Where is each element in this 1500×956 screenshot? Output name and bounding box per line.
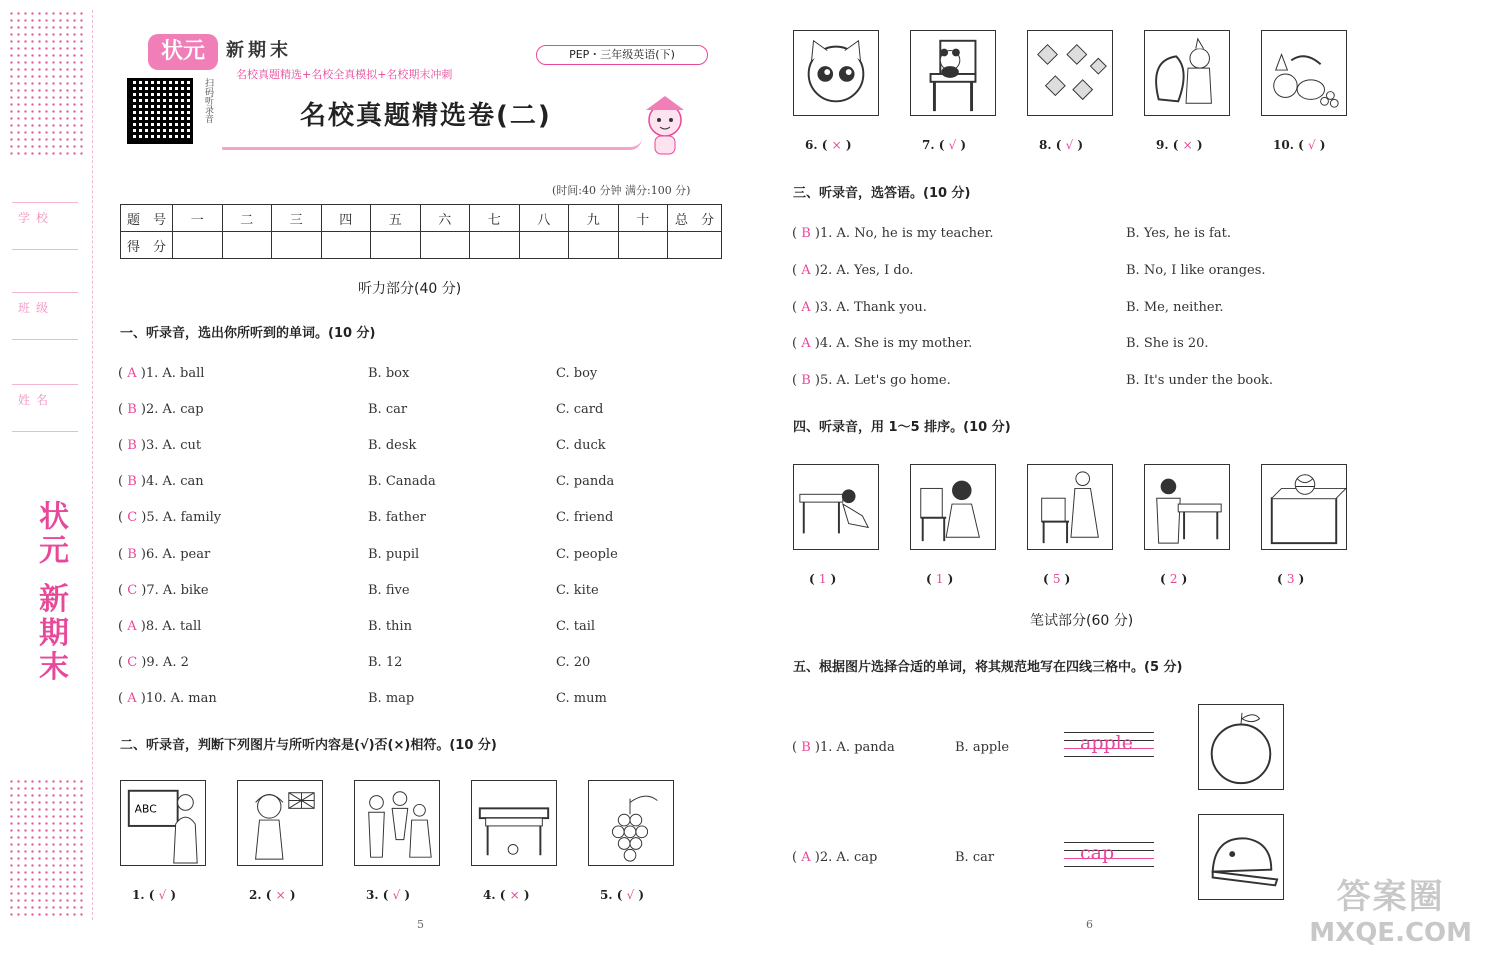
four-line-grid[interactable] [1064,842,1154,866]
judge-number: 4. [483,888,496,902]
response-row: ( B )1. A. No, he is my teacher. [792,226,994,241]
answer-mark: A [801,299,811,315]
boy-under-desk-icon [793,464,879,550]
answer-mark: A [801,850,811,865]
icon-stroke [1038,45,1106,100]
option-a: 2. A. cap [146,402,204,418]
score-input[interactable] [519,232,569,259]
icon-stroke [842,489,856,503]
judge-number: 9. [1156,138,1169,152]
option-b: B. five [368,582,410,598]
icon-stroke [1326,92,1334,100]
icon-stroke [1229,851,1235,857]
option-a: 8. A. tall [145,618,202,634]
icon-stroke [1161,479,1177,495]
option-a: 1. A. ball [145,366,205,381]
icon-stroke [630,838,642,850]
icon-stroke [486,818,543,826]
judge-answer[interactable]: 3. ( √ ) [366,888,411,902]
page-number-left: 5 [417,918,424,931]
judge-mark: √ [948,138,957,152]
edition-badge: PEP・三年级英语(下) [536,45,708,65]
icon-stroke [1042,522,1069,543]
teacher-abc-icon-graphic [121,781,205,865]
option-b: B. car [955,850,995,865]
question-row: ( B )2. A. cap [118,402,204,418]
icon-stroke [636,826,648,838]
icon-stroke [1156,56,1184,101]
option-a: 7. A. bike [146,582,209,598]
woman-chair-icon-graphic [1028,465,1112,549]
grapes-icon-graphic [589,781,673,865]
icon-stroke [258,795,281,818]
family-icon [354,780,440,866]
answer-mark: B [801,740,811,755]
cap-icon [1198,814,1284,900]
option-c: C. boy [556,366,598,381]
score-cell: 十 [618,205,668,232]
icon-stroke [1184,512,1217,539]
paper-title: 名校真题精选卷(二) [300,101,552,131]
judge-mark: × [1182,138,1193,152]
icon-stroke [369,812,385,857]
answer-mark: A [127,366,137,381]
answer-mark: A [127,618,137,634]
option-a: 10. A. man [145,690,217,706]
icon-stroke [1157,498,1180,543]
woman-chair-icon [1027,464,1113,550]
icon-stroke [921,488,942,517]
girl-chair-icon [910,464,996,550]
watermark-line1: 答案圈 [1336,877,1445,917]
title-swoosh [222,138,642,150]
icon-stroke [1330,99,1338,107]
grid-line [1064,866,1154,867]
teacher-abc-icon [120,780,206,866]
order-number: 5 [1052,572,1061,586]
section-3-title: 三、听录音，选答语。(10 分) [793,186,971,201]
answer-mark: A [801,336,811,352]
option-c: C. mum [556,690,607,706]
score-cell: 五 [371,205,421,232]
option-b: B. pupil [368,546,420,562]
name-field[interactable] [12,384,78,432]
option-c: C. tail [556,618,596,634]
icon-stroke [1272,498,1336,543]
judge-mark: × [831,138,842,152]
option-c: C. people [556,546,618,562]
option-a: 2. A. cap [819,850,878,865]
icon-stroke [843,504,868,527]
option-a: 2. A. Yes, I do. [819,262,914,278]
answer-mark: B [127,474,137,490]
girl-chair-icon-graphic [911,465,995,549]
judge-mark: √ [1307,138,1316,152]
option-b: B. Canada [368,474,436,490]
option-b: B. map [368,690,415,706]
cap-icon-graphic [1199,815,1283,899]
answer-mark: B [127,402,137,418]
icon-stroke [946,504,979,537]
score-cell: 总 分 [668,205,722,232]
score-cell: 九 [569,205,619,232]
option-a: 3. A. Thank you. [819,299,927,315]
score-input[interactable] [618,232,668,259]
judge-answer[interactable]: 8. ( √ ) [1039,138,1084,152]
question-row: ( A )10. A. man [118,690,217,706]
icon-stroke [921,518,946,541]
score-input[interactable] [321,232,371,259]
response-row: ( A )4. A. She is my mother. [792,336,973,352]
icon-stroke [846,69,852,75]
icon-stroke [393,792,407,806]
icon-stroke [824,69,830,75]
icon-stroke [1212,725,1271,784]
grid-line [1064,756,1154,757]
judge-answer[interactable]: 7. ( √ ) [922,138,967,152]
judge-mark: √ [1065,138,1074,152]
score-table [120,204,722,259]
icon-stroke [1297,80,1324,100]
judge-number: 7. [922,138,935,152]
order-answer[interactable]: ( 2 ) [1160,572,1188,586]
option-c: C. duck [556,438,606,454]
judge-answer[interactable]: 2. ( × ) [249,888,296,902]
answer-mark: B [801,226,811,241]
question-row: ( C )5. A. family [118,510,222,526]
icon-stroke [480,808,548,818]
kites-icon [1027,30,1113,116]
option-b: B. No, I like oranges. [1126,262,1266,278]
option-b: B. Yes, he is fat. [1126,226,1231,241]
watermark-line2: MXQE.COM [1309,918,1472,948]
time-info: (时间:40 分钟 满分:100 分) [552,184,691,197]
judge-mark: √ [392,888,401,902]
score-cell: 题 号 [121,205,173,232]
icon-stroke [410,820,431,857]
icon-stroke [1276,54,1288,70]
score-value-row [121,232,722,259]
judge-mark: × [275,888,286,902]
judge-number: 5. [600,888,613,902]
margin-line [92,10,93,920]
option-b: B. apple [955,740,1010,755]
option-b: B. car [368,402,408,418]
score-input[interactable] [371,232,421,259]
judge-mark: √ [626,888,635,902]
score-row-label: 得 分 [121,232,173,259]
option-a: 5. A. Let's go home. [820,373,951,389]
page-number-right: 6 [1086,918,1093,931]
score-input[interactable] [222,232,272,259]
icon-stroke [630,796,657,814]
order-number: 2 [1169,572,1178,586]
score-input[interactable] [420,232,470,259]
score-cell: 四 [321,205,371,232]
option-b: B. thin [368,618,412,634]
name-label: 姓名 [18,393,55,407]
option-b: B. She is 20. [1126,336,1209,352]
answer-mark: C [127,654,138,670]
watermark [1309,869,1472,948]
judge-answer[interactable]: 6. ( × ) [805,138,852,152]
score-cell: 八 [519,205,569,232]
icon-stroke [1213,838,1272,871]
question-row: ( A )8. A. tall [118,618,202,634]
answer-mark: A [801,262,811,278]
icon-stroke [1186,68,1211,103]
score-input[interactable] [173,232,223,259]
icon-stroke [1178,504,1221,512]
score-cell: 七 [470,205,520,232]
option-a: 1. A. panda [820,740,895,755]
icon-stroke [1190,49,1210,69]
icon-stroke [289,793,314,809]
class-label: 班级 [18,301,55,315]
apple-icon-graphic [1199,705,1283,789]
icon-stroke [1076,472,1090,486]
apple-icon [1198,704,1284,790]
score-cell: 三 [272,205,322,232]
word-row: ( B )1. A. panda [792,740,895,755]
option-c: C. friend [556,510,614,526]
ball-box-icon [1261,464,1347,550]
brand-title: 新期末 [226,40,292,61]
order-number: 1 [935,572,944,586]
response-row: ( A )3. A. Thank you. [792,299,927,315]
dot-pattern-bottom [8,778,86,918]
icon-stroke [941,66,959,78]
score-cell: 二 [222,205,272,232]
judge-number: 1. [132,888,145,902]
written-word: cap [1080,842,1115,864]
icon-stroke [804,502,839,533]
judge-number: 10. [1273,138,1294,152]
brand-slogan: 名校真题精选+名校全真模拟+名校期末冲刺 [236,68,453,81]
order-answer[interactable]: ( 1 ) [809,572,837,586]
section-1-title: 一、听录音，选出你所听到的单词。(10 分) [120,326,376,341]
option-b: B. 12 [368,654,403,670]
writing-part-title: 笔试部分(60 分) [1030,613,1134,629]
school-label: 学校 [18,211,55,225]
judge-answer[interactable]: 10. ( √ ) [1273,138,1326,152]
option-a: 4. A. She is my mother. [819,336,973,352]
icon-stroke [508,844,518,854]
score-input[interactable] [668,232,722,259]
option-c: C. 20 [556,654,591,670]
boy-under-desk-icon-graphic [794,465,878,549]
icon-stroke [952,481,972,501]
judge-answer[interactable]: 5. ( √ ) [600,888,645,902]
cat-icon-graphic [794,31,878,115]
judge-number: 3. [366,888,379,902]
option-b: B. box [368,366,410,381]
option-a: 1. A. No, he is my teacher. [820,226,994,241]
icon-stroke [1196,39,1204,49]
score-header-row [121,205,722,232]
score-cell: 六 [420,205,470,232]
judge-mark: √ [158,888,167,902]
judge-number: 2. [249,888,262,902]
boy-desk-icon [1144,464,1230,550]
answer-mark: B [127,546,137,562]
score-cell: 一 [173,205,223,232]
icon-stroke [392,808,408,839]
order-answer[interactable]: ( 5 ) [1043,572,1071,586]
section-5-title: 五、根据图片选择合适的单词，将其规范地写在四线三格中。(5 分) [793,660,1183,675]
option-b: B. father [368,510,426,526]
icon-stroke [1042,498,1065,521]
icon-stroke [612,826,624,838]
desk-icon [471,780,557,866]
school-field[interactable] [12,202,78,250]
score-input[interactable] [470,232,520,259]
icon-stroke [624,826,636,838]
icon-stroke [1213,872,1277,886]
option-a: 6. A. pear [146,546,211,562]
icon-stroke [952,49,960,57]
fruits-icon [1261,30,1347,116]
question-row: ( C )7. A. bike [118,582,209,598]
icon-stroke [1071,488,1098,537]
judge-answer[interactable]: 4. ( × ) [483,888,530,902]
answer-mark: C [127,582,138,598]
question-row: ( B )6. A. pear [118,546,211,562]
response-row: ( A )2. A. Yes, I do. [792,262,914,278]
order-number: 1 [818,572,827,586]
icon-stroke [174,817,197,863]
written-word: apple [1080,732,1133,754]
question-row: ( B )4. A. can [118,474,204,490]
order-answer[interactable]: ( 1 ) [926,572,954,586]
squirrel-icon-graphic [1145,31,1229,115]
option-c: C. panda [556,474,615,490]
squirrel-icon [1144,30,1230,116]
grapes-icon [588,780,674,866]
icon-stroke: ABC [134,802,157,816]
icon-stroke [630,814,642,826]
option-a: 5. A. family [146,510,222,526]
icon-stroke [414,804,426,816]
question-row: ( A )1. A. ball [118,366,205,381]
dot-pattern-top [8,10,86,158]
cat-icon [793,30,879,116]
option-b: B. It's under the book. [1126,373,1274,389]
score-input[interactable] [272,232,322,259]
icon-stroke [1241,713,1260,725]
option-c: C. card [556,402,604,418]
answer-mark: B [127,438,137,454]
icon-stroke [178,795,194,811]
icon-stroke [1291,56,1320,64]
icon-stroke [370,796,384,810]
mascot-icon [636,92,694,158]
section-4-title: 四、听录音，用 1～5 排序。(10 分) [793,420,1011,435]
order-answer[interactable]: ( 3 ) [1277,572,1305,586]
option-a: 4. A. can [146,474,204,490]
option-b: B. Me, neither. [1126,299,1224,315]
scan-hint: 扫码听录音 [203,78,213,123]
order-number: 3 [1286,572,1295,586]
girl-flag-icon-graphic [238,781,322,865]
family-icon-graphic [355,781,439,865]
judge-answer[interactable]: 9. ( × ) [1156,138,1203,152]
kites-icon-graphic [1028,31,1112,115]
judge-mark: × [509,888,520,902]
icon-stroke [1321,97,1329,105]
listening-part-title: 听力部分(40 分) [358,281,462,297]
option-c: C. kite [556,582,599,598]
word-row: ( A )2. A. cap [792,850,878,865]
answer-mark: A [127,690,137,706]
judge-answer[interactable]: 1. ( √ ) [132,888,177,902]
icon-stroke [624,849,636,861]
panda-chair-icon [910,30,996,116]
class-field[interactable] [12,292,78,340]
icon-stroke [800,494,843,502]
icon-stroke [256,820,283,859]
boy-desk-icon-graphic [1145,465,1229,549]
response-row: ( B )5. A. Let's go home. [792,373,951,389]
ball-box-icon-graphic [1262,465,1346,549]
side-brand: 状元 新期末 [33,500,68,685]
icon-stroke [618,838,630,850]
question-row: ( C )9. A. 2 [118,654,189,670]
answer-mark: B [801,373,811,389]
icon-stroke [1295,475,1315,495]
icon-stroke [940,49,948,57]
fruits-icon-graphic [1262,31,1346,115]
desk-icon-graphic [472,781,556,865]
panda-chair-icon-graphic [911,31,995,115]
section-2-title: 二、听录音，判断下列图片与所听内容是(√)否(×)相符。(10 分) [120,738,497,753]
icon-stroke [934,82,971,111]
brand-logo: 状元 [148,34,218,70]
judge-number: 6. [805,138,818,152]
question-row: ( B )3. A. cut [118,438,202,454]
four-line-grid[interactable] [1064,732,1154,756]
icon-stroke [618,814,630,826]
answer-mark: C [127,510,138,526]
option-a: 3. A. cut [146,438,202,454]
qr-code-icon[interactable] [127,78,193,144]
icon-stroke [1274,74,1297,97]
judge-number: 8. [1039,138,1052,152]
option-b: B. desk [368,438,417,454]
option-a: 9. A. 2 [146,654,189,670]
score-input[interactable] [569,232,619,259]
girl-flag-icon [237,780,323,866]
